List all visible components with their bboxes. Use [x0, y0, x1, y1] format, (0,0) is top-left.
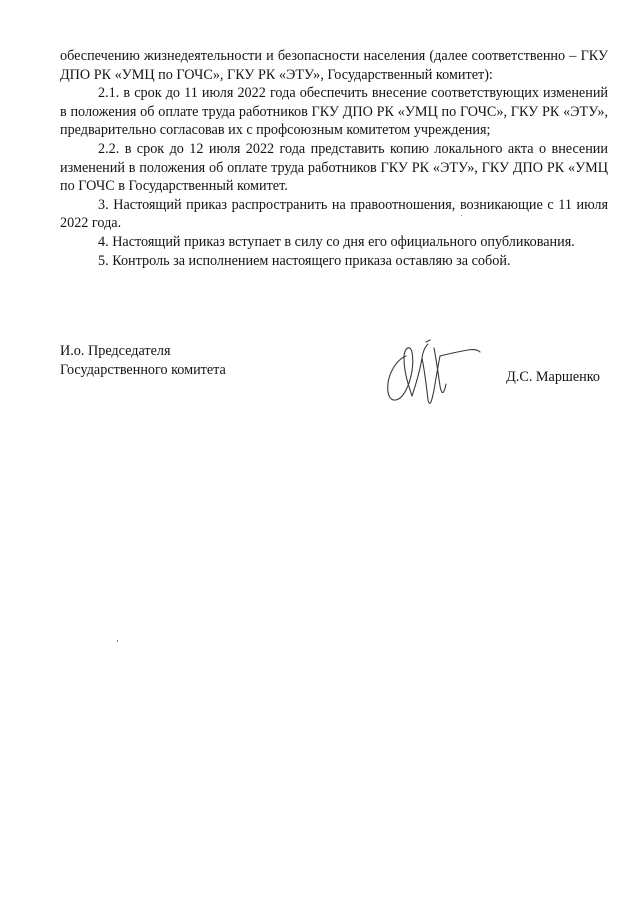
signatory-position-line2: Государственного комитета [60, 361, 226, 378]
paragraph-item-5: 5. Контроль за исполнением настоящего приказа оставляю за собой. [98, 252, 511, 269]
handwritten-signature [378, 338, 488, 414]
signatory-position [60, 342, 226, 379]
paragraph-item-2-2: 2.2. в срок до 12 июля 2022 года представить копию локального акта о внесении изменений в положения об оплате труда работников ГКУ РК «ЭТУ», ГКУ ДПО РК «УМЦ по ГОЧС в Государственный комитет. [60, 140, 608, 195]
paragraph-item-3: 3. Настоящий приказ распространить на правоотношения, возникающие с 11 июля 2022 года. [60, 196, 608, 232]
paragraph-item-4: 4. Настоящий приказ вступает в силу со дня его официального опубликования. [98, 233, 575, 250]
scan-speck [117, 640, 118, 642]
signature-block [60, 342, 608, 422]
paragraph-intro-continuation: обеспечению жизнедеятельности и безопасности населения (далее соответственно – ГКУ ДПО РК «УМЦ по ГОЧС», ГКУ РК «ЭТУ», Государственный комитет): [60, 48, 608, 83]
signatory-position-line1: И.о. Председателя [60, 343, 171, 359]
scan-speck [461, 215, 462, 216]
paragraph-item-2-1: 2.1. в срок до 11 июля 2022 года обеспечить внесение соответствующих изменений в положения об оплате труда работников ГКУ ДПО РК «УМЦ по ГОЧС», ГКУ РК «ЭТУ», предварительно согласовав их с профсоюзным комитетом учреждения; [60, 85, 608, 139]
document-body [60, 47, 608, 270]
signatory-name: Д.С. Маршенко [506, 369, 600, 385]
